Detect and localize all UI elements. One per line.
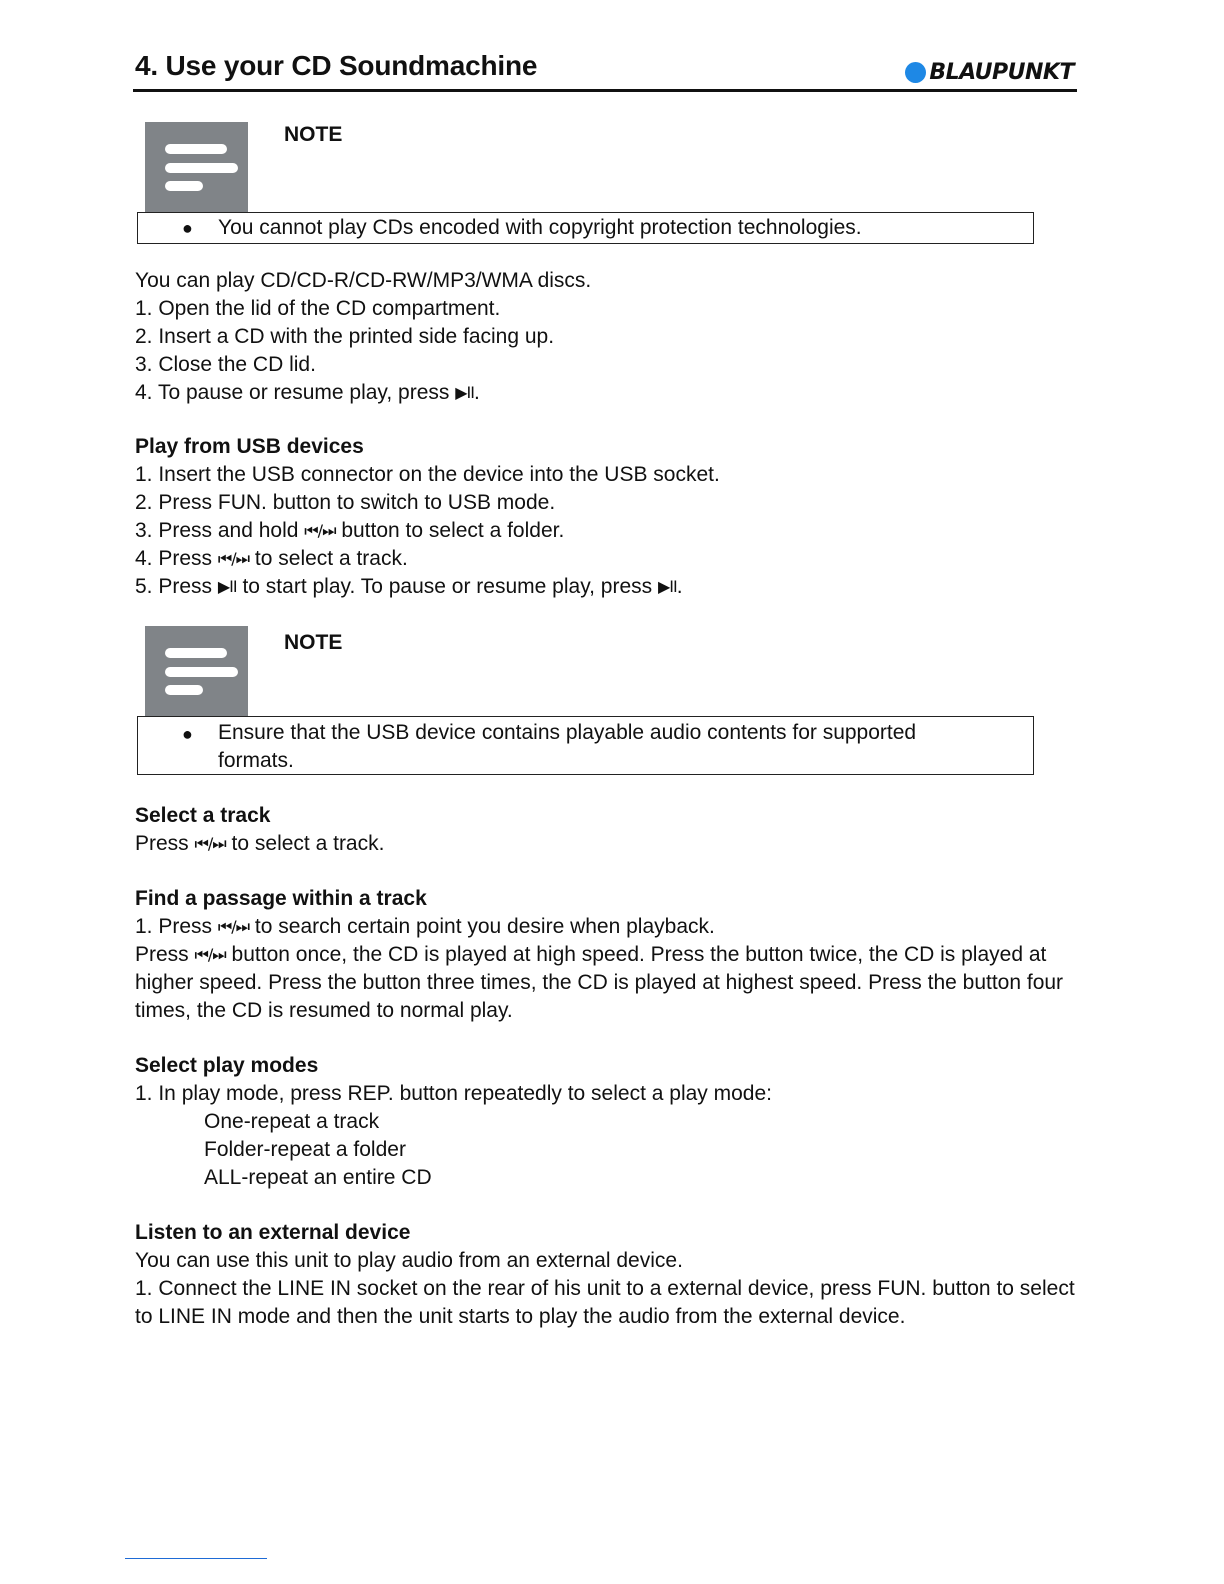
section-heading: Find a passage within a track [135,887,427,910]
note-lines-icon [145,122,248,212]
bullet: ● [182,218,193,238]
external-intro: You can use this unit to play audio from an external device. [135,1249,683,1272]
title-divider [133,89,1077,92]
cd-step-3: 3. Close the CD lid. [135,353,316,376]
note-label: NOTE [284,123,343,146]
prev-next-icon: ⏮/⏭ [304,521,336,540]
play-mode-item: ALL-repeat an entire CD [204,1166,432,1189]
brand-dot-icon [905,62,926,83]
section-heading: Select play modes [135,1054,319,1077]
note-box [137,716,1034,775]
select-track-text: Press ⏮/⏭ to select a track. [135,830,384,858]
prev-next-icon: ⏮/⏭ [217,549,250,568]
page-title: 4. Use your CD Soundmachine [135,50,538,81]
play-modes-step-1: 1. In play mode, press REP. button repeatedly to select a play mode: [135,1082,772,1105]
prev-next-icon: ⏮/⏭ [217,917,250,936]
section-heading: Play from USB devices [135,435,364,458]
find-step-1: 1. Press ⏮/⏭ to search certain point you desire when playback. [135,913,715,941]
usb-step-5: 5. Press ▶II to start play. To pause or resume play, press ▶II. [135,573,683,601]
usb-step-3: 3. Press and hold ⏮/⏭ button to select a folder. [135,517,564,545]
cd-step-1: 1. Open the lid of the CD compartment. [135,297,501,320]
prev-next-icon: ⏮/⏭ [194,945,226,964]
external-step-1: 1. Connect the LINE IN socket on the rear of his unit to a external device, press FUN. button to select to LINE IN mode and then the unit starts to play the audio from the external device. [135,1277,1075,1328]
bullet: ● [182,724,193,744]
play-pause-icon: ▶II [455,383,474,402]
play-pause-icon: ▶II [658,577,677,596]
find-paragraph: Press ⏮/⏭ button once, the CD is played at high speed. Press the button twice, the CD is played at higher speed. Press the button three times, the CD is played at highest speed. Press the button four times, the CD is resumed to normal play. [135,943,1064,1022]
play-mode-item: Folder-repeat a folder [204,1138,406,1161]
brand-name: BLAUPUNKT [929,59,1074,85]
brand-logo [905,59,1074,85]
usb-step-1: 1. Insert the USB connector on the device into the USB socket. [135,463,720,486]
cd-step-2: 2. Insert a CD with the printed side facing up. [135,325,555,348]
cd-step-4: 4. To pause or resume play, press ▶II. [135,379,480,407]
note-label: NOTE [284,631,343,654]
play-pause-icon: ▶II [217,577,237,596]
section-heading: Select a track [135,804,271,827]
footnote-divider [125,1558,267,1559]
section-heading: Listen to an external device [135,1221,411,1244]
usb-step-2: 2. Press FUN. button to switch to USB mode. [135,491,556,514]
note-text: You cannot play CDs encoded with copyright protection technologies. [218,216,862,239]
note-text: Ensure that the USB device contains playable audio contents for supported formats. [218,721,917,772]
play-mode-item: One-repeat a track [204,1110,380,1133]
note-box [137,212,1034,244]
cd-intro: You can play CD/CD-R/CD-RW/MP3/WMA discs. [135,269,592,292]
usb-step-4: 4. Press ⏮/⏭ to select a track. [135,545,408,573]
prev-next-icon: ⏮/⏭ [194,834,226,853]
note-lines-icon [145,626,248,716]
